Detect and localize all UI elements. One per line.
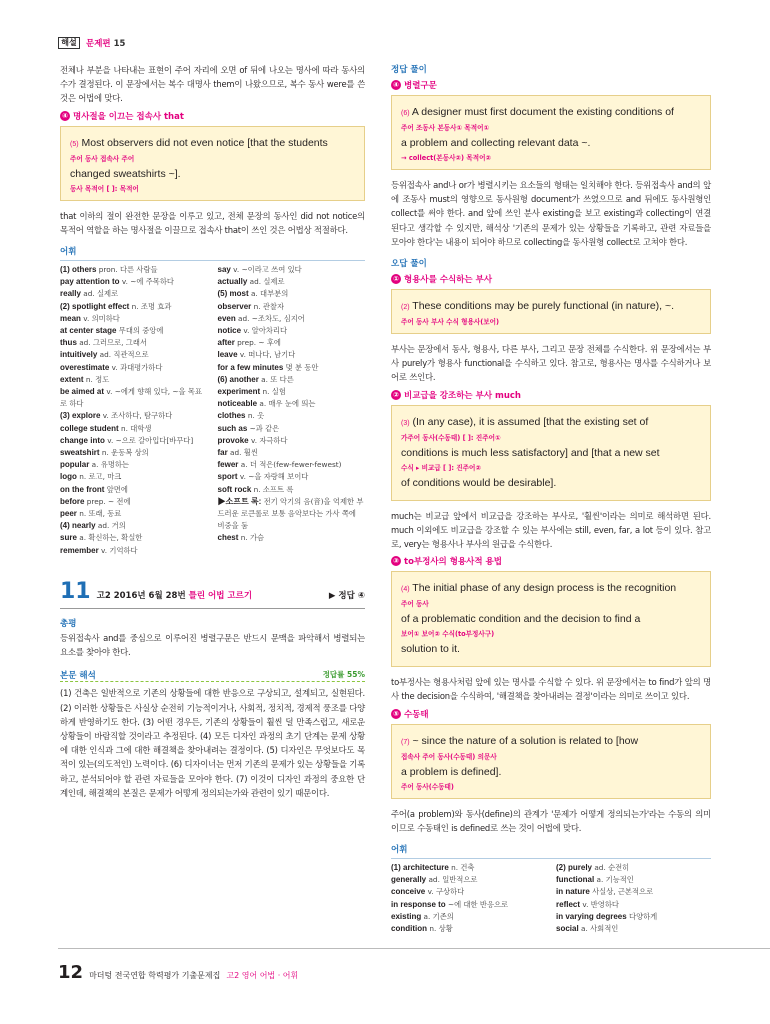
- example-box-6: [391, 95, 711, 170]
- vocab-word: sweatshirt: [60, 448, 100, 458]
- example-box-7: [391, 724, 711, 799]
- vocab-item: [218, 349, 366, 361]
- vocab-word: ▶소프트 록:: [217, 496, 262, 506]
- wrong-5: [391, 708, 711, 720]
- vocab-meaning: ad. 순전히: [592, 863, 630, 873]
- vocab-item: [218, 276, 366, 288]
- vocab-item: [218, 337, 366, 349]
- vocab-item: [218, 410, 366, 422]
- vocab-word: (2) spotlight effect: [60, 301, 130, 311]
- vocab-meaning: n. 대학생: [118, 423, 152, 433]
- example-sentence-line-2: of a problematic condition and the decision to find a: [401, 613, 641, 626]
- vocab-item: [60, 471, 208, 483]
- answer-section: [391, 79, 711, 91]
- vocab-meaning: v. ~을 자랑해 보이다: [237, 472, 309, 482]
- vocab-item: [218, 423, 366, 435]
- vocab-meaning: a. 사회적인: [578, 924, 619, 934]
- vocab-meaning: a. 기존의: [421, 911, 454, 921]
- vocab-item: [218, 496, 366, 533]
- vocab-word: college student: [60, 423, 119, 433]
- vocab-meaning: n. 조명 효과: [129, 301, 172, 311]
- vocab-word: (4) nearly: [60, 521, 96, 531]
- vocab-item: [391, 862, 546, 874]
- vocab-meaning: a. 대부분의: [248, 289, 289, 299]
- sentence-number: (6): [401, 110, 410, 117]
- vocab-meaning: ad. 실제로: [80, 289, 119, 299]
- vocab-item: [218, 484, 366, 496]
- vocab-word: condition: [391, 924, 427, 934]
- wrong-3: [391, 555, 711, 567]
- vocab-meaning: v. ~으로 갈아입다[바꾸다]: [104, 435, 194, 445]
- vocab-word: (6) another: [217, 374, 259, 384]
- vocab-word: extent: [60, 374, 84, 384]
- footer: [58, 962, 298, 983]
- vocab-item: [218, 313, 366, 325]
- vocab-word: notice: [217, 326, 242, 336]
- vocab-column-2: [218, 264, 366, 557]
- header-badge: 해설: [58, 37, 80, 49]
- vocab-divider: [60, 260, 365, 261]
- vocab-meaning: n. 옷: [245, 411, 265, 421]
- vocab-word: say: [217, 265, 231, 275]
- vocab-word: (1) architecture: [391, 863, 449, 873]
- wrong-5-paragraph: 주어(a problem)와 동사(define)의 관계가 '문제가 어떻게 정의되는가'라는 수동의 의미이므로 수동태인 is defined로 쓰는 것이 어법에 맞다.: [391, 808, 711, 833]
- vocab-list: [391, 862, 711, 935]
- vocab-item: [60, 435, 208, 447]
- vocab-meaning: 전기 악기의 음(音)을 억제한 부드러운 로큰롤로 보통 음악보다는 가사 쪽에 비중을 둠: [217, 496, 364, 531]
- vocab-word: after: [217, 338, 235, 348]
- vocab-word: really: [60, 289, 81, 299]
- vocab-meaning: ad. 거의: [95, 521, 126, 531]
- vocab-item: [60, 508, 208, 520]
- vocab-item: [218, 374, 366, 386]
- example-sentence-line-1: [401, 731, 701, 753]
- sentence-text: These conditions may be purely functional (in nature), ~.: [412, 300, 675, 313]
- vocab-word: (3) explore: [60, 411, 101, 421]
- vocab-word: in nature: [556, 887, 590, 897]
- wrong-3-paragraph: to부정사는 형용사처럼 앞에 있는 명사를 수식할 수 있다. 위 문장에서는 to find가 앞의 명사 the decision을 수식하여, '해결책을 찾아내려는 결정'이라는 의미로 쓰이고 있다.: [391, 677, 711, 702]
- vocab-item: [60, 349, 208, 361]
- vocab-word: change into: [60, 435, 105, 445]
- vocab-item: [60, 362, 208, 374]
- vocab-meaning: n. 운동복 상의: [99, 448, 149, 458]
- sentence-text: ~ since the nature of a solution is related to [how: [412, 734, 639, 747]
- vocab-item: [218, 362, 366, 374]
- vocab-list: [60, 264, 365, 557]
- section-title: to부정사의 형용사적 용법: [404, 557, 502, 568]
- review-text: 등위접속사 and를 중심으로 이루어진 병렬구문은 반드시 문맥을 파악해서 병렬되는 요소를 찾아야 한다.: [60, 632, 365, 658]
- example-sentence-line-1: [401, 412, 701, 434]
- page-number: 12: [58, 962, 84, 983]
- example-sentence-line-2: conditions is much less satisfactory] and [that a new set: [401, 446, 660, 459]
- grammar-labels-1: 가주어 동사(수동태) [ ]: 진주어①: [401, 433, 501, 442]
- vocab-item: [60, 496, 208, 508]
- vocab-meaning: n. 실험: [260, 387, 286, 397]
- vocab-meaning: 무대의 중앙에: [116, 326, 164, 336]
- wrong-2: [391, 389, 711, 401]
- section-title: 명사절을 이끄는 접속사 that: [73, 111, 184, 122]
- vocab-column-1: [60, 264, 208, 557]
- correct-rate: 정답률 55%: [322, 670, 365, 680]
- vocab-meaning: n. 관찰자: [251, 301, 285, 311]
- vocab-meaning: v. ~에 주목하다: [119, 277, 174, 287]
- header-section-label: 문제편: [86, 39, 111, 49]
- section-title: 병렬구문: [404, 81, 437, 91]
- vocab-item: [556, 862, 711, 874]
- vocab-item: [60, 313, 208, 325]
- example-sentence-line-3: solution to it.: [401, 643, 460, 656]
- vocab-meaning: n. 로고, 마크: [76, 472, 122, 482]
- vocab-item: [218, 532, 366, 544]
- vocab-word: sport: [217, 472, 238, 482]
- vocab-item: [218, 459, 366, 471]
- footer-text: 마더텅 전국연합 학력평가 기출문제집: [89, 971, 221, 980]
- example-sentence: [401, 296, 701, 318]
- vocab-word: in response to: [391, 899, 446, 909]
- vocab-word: popular: [60, 460, 90, 470]
- sentence-number: (2): [401, 304, 410, 312]
- vocab-item: [218, 471, 366, 483]
- vocab-meaning: ad. 실제로: [247, 277, 285, 287]
- grammar-labels-2: 보어① 보어② 수식(to부정사구): [401, 630, 495, 639]
- section-number: ②: [391, 390, 401, 400]
- vocab-meaning: a. 매우 눈에 띄는: [257, 399, 316, 409]
- section-number: ③: [391, 556, 401, 566]
- vocab-meaning: v. 과대평가하다: [109, 362, 163, 372]
- wrong-2-paragraph: much는 비교급 앞에서 비교급을 강조하는 부사로, '훨씬'이라는 의미로 해석하면 된다. much 이외에도 비교급을 강조할 수 있는 부사에는 still, even, far, a lot 등이 있다. 참고로, very는 형용사나 부사의 원급을 수식한다.: [391, 510, 711, 550]
- vocab-word: logo: [60, 472, 77, 482]
- example-sentence-line-1: [401, 102, 701, 124]
- vocab-meaning: ~과 같은: [247, 423, 280, 433]
- vocab-word: (5) most: [217, 289, 249, 299]
- vocab-word: functional: [556, 875, 595, 885]
- vocab-word: remember: [60, 545, 99, 555]
- vocab-meaning: a. 기능적인: [594, 875, 634, 885]
- vocab-word: fewer: [217, 460, 239, 470]
- vocab-item: [60, 532, 208, 544]
- vocab-item: [218, 288, 366, 300]
- vocab-word: pay attention to: [60, 277, 120, 287]
- vocab-item: [218, 301, 366, 313]
- analysis-header: [60, 669, 365, 682]
- footer-accent: 고2 영어 어법 · 어휘: [226, 971, 299, 980]
- vocab-item: [60, 264, 208, 276]
- question-meta: [97, 589, 252, 601]
- vocab-word: be aimed at: [60, 387, 105, 397]
- vocab-meaning: ad. 직관적으로: [97, 350, 149, 360]
- vocab-item: [60, 301, 208, 313]
- vocab-item: [60, 410, 208, 422]
- example-box-2: [391, 289, 711, 334]
- vocab-item: [556, 899, 711, 911]
- vocab-item: [60, 386, 208, 410]
- wrong-1-paragraph: 부사는 문장에서 동사, 형용사, 다른 부사, 그리고 문장 전체를 수식한다. 위 문장에서는 부사 purely가 형용사 functional을 수식하고 있다. 참고로, 형용사는 명사를 수식하거나 보어로 쓰인다.: [391, 344, 711, 383]
- sentence-number: (7): [401, 738, 410, 746]
- vocab-word: even: [217, 313, 236, 323]
- vocab-item: [391, 899, 546, 911]
- vocab-word: overestimate: [60, 362, 110, 372]
- vocab-meaning: a. 확신하는, 확실한: [76, 533, 143, 543]
- vocab-word: soft rock: [217, 484, 252, 494]
- question-number: 11: [60, 578, 91, 604]
- vocab-meaning: v. 반영하다: [580, 899, 619, 909]
- vocab-item: [391, 923, 546, 935]
- vocab-word: peer: [60, 509, 77, 519]
- vocab-item: [218, 435, 366, 447]
- grammar-labels-2: → collect(본동사②) 목적어②: [401, 154, 492, 162]
- vocab-item: [391, 874, 546, 886]
- vocab-word: generally: [391, 875, 427, 885]
- vocab-meaning: ad. ~조차도, 심지어: [235, 313, 305, 323]
- answer-explanation-title: 정답 풀이: [391, 65, 427, 75]
- vocab-word: mean: [60, 313, 81, 323]
- question-11-header: [60, 579, 365, 609]
- vocab-word: actually: [217, 277, 248, 287]
- vocab-item: [556, 911, 711, 923]
- example-sentence-line-1: [70, 133, 355, 155]
- vocab-divider: [391, 858, 711, 859]
- example-sentence-line-3: of conditions would be desirable].: [401, 476, 557, 489]
- grammar-labels-1: 주어 조동사 본동사① 목적어①: [401, 124, 490, 132]
- vocab-item: [60, 337, 208, 349]
- vocab-word: reflect: [556, 899, 581, 909]
- vocab-meaning: n. 가슴: [238, 533, 265, 543]
- vocab-item: [60, 459, 208, 471]
- section-number: ①: [391, 274, 401, 284]
- section-number: ⑤: [391, 709, 401, 719]
- vocab-word: sure: [60, 533, 77, 543]
- vocab-item: [60, 325, 208, 337]
- vocab-word: existing: [391, 911, 422, 921]
- vocab-meaning: v. 조사하다, 탐구하다: [100, 411, 173, 421]
- vocab-meaning: prep. ~ 전에: [84, 496, 131, 506]
- sentence-text: Most observers did not even notice [that the students: [81, 136, 328, 149]
- wrong-1: [391, 273, 711, 285]
- vocab-meaning: v. 알아차리다: [241, 326, 288, 336]
- vocab-meaning: a. 유명하는: [89, 460, 129, 470]
- vocab-word: on the front: [60, 484, 105, 494]
- vocab-meaning: v. 기억하다: [98, 545, 138, 555]
- vocab-item: [218, 447, 366, 459]
- example-sentence-line-1: [401, 578, 701, 600]
- vocab-word: far: [217, 448, 228, 458]
- grammar-labels-2: 수식 ▸ 비교급 [ ]: 진주어②: [401, 463, 481, 472]
- vocab-meaning: n. 건축: [448, 863, 475, 873]
- sentence-text: A designer must first document the existing conditions of: [411, 106, 674, 118]
- vocab-word: for a few minutes: [217, 362, 284, 372]
- example-box-4: [60, 126, 365, 201]
- vocab-meaning: prep. ~ 후에: [234, 338, 281, 348]
- vocab-meaning: 몇 분 동안: [283, 362, 319, 372]
- vocab-meaning: 다양하게: [626, 911, 658, 921]
- vocab-item: [391, 911, 546, 923]
- review-title: 총평: [60, 618, 77, 629]
- question-source: 고2 2016년 6월 28번: [96, 590, 186, 601]
- vocab-title: 어휘: [60, 247, 77, 258]
- left-section-4: [60, 110, 365, 122]
- vocab-item: [218, 398, 366, 410]
- footer-divider: [58, 948, 770, 949]
- vocab-word: noticeable: [217, 399, 258, 409]
- vocab-item: [556, 886, 711, 898]
- vocab-meaning: pron. 다른 사람들: [96, 265, 158, 275]
- header-page-ref: 15: [113, 39, 126, 49]
- header-section: [86, 37, 125, 49]
- vocab-word: (1) others: [60, 265, 97, 275]
- vocab-column-2: [556, 862, 711, 935]
- answer-label: ▶ 정답 ④: [328, 590, 365, 601]
- grammar-labels-1: 접속사 주어 동사(수동태) 의문사: [401, 752, 497, 761]
- vocab-column-1: [391, 862, 546, 935]
- sentence-text: The initial phase of any design process is the recognition: [412, 582, 677, 595]
- vocab-meaning: ad. 일반적으로: [426, 875, 478, 885]
- vocab-item: [60, 447, 208, 459]
- vocab-item: [60, 484, 208, 496]
- vocab-item: [218, 386, 366, 398]
- vocab-word: provoke: [217, 435, 249, 445]
- vocab-word: clothes: [217, 411, 246, 421]
- section-title: 형용사를 수식하는 부사: [404, 275, 493, 286]
- vocab-word: intuitively: [60, 350, 98, 360]
- left-column: [60, 63, 365, 800]
- vocab-meaning: ~에 대한 반응으로: [445, 899, 509, 909]
- vocab-meaning: a. 더 적은(few-fewer-fewest): [238, 460, 342, 470]
- vocab-meaning: 사실상, 근본적으로: [589, 887, 654, 897]
- vocab-word: conceive: [391, 887, 426, 897]
- vocab-word: such as: [217, 423, 248, 433]
- vocab-meaning: n. 소프트 록: [251, 484, 294, 494]
- vocab-item: [60, 288, 208, 300]
- vocab-item: [60, 374, 208, 386]
- example-box-3: [391, 405, 711, 501]
- vocab-word: thus: [60, 338, 77, 348]
- vocab-item: [60, 423, 208, 435]
- answer-paragraph: 등위접속사 and나 or가 병렬시키는 요소들의 형태는 일치해야 한다. 등위접속사 and의 앞에 조동사 must의 영향으로 동사원형 document가 쓰였으므로 and 뒤에도 동사원형인 collect를 써야 한다. and 앞에 쓰인 분사 existing을 보고 existing과 collecting이 연결된다고 생각할 수 있지만, 해석상 '기존의 문제가 있는 상황들을 기록하고, 관련 자료들을 모아야 한다'는 내용이 되어야 하므로 collecting을 동사원형 collect로 고쳐야 한다.: [391, 180, 711, 247]
- vocab-meaning: v. ~에게 향해 있다, ~을 목표로 하다: [60, 387, 202, 409]
- vocab-title: 어휘: [391, 845, 408, 856]
- vocab-meaning: a. 또 다른: [258, 374, 294, 384]
- vocab-word: chest: [217, 533, 239, 543]
- vocab-item: [218, 325, 366, 337]
- vocab-word: before: [60, 496, 85, 506]
- vocab-item: [60, 520, 208, 532]
- wrong-answer-title: 오답 풀이: [391, 259, 427, 270]
- vocab-item: [556, 874, 711, 886]
- vocab-word: (2) purely: [556, 863, 593, 873]
- example-box-4-right: [391, 571, 711, 667]
- sentence-number: (4): [401, 586, 410, 594]
- grammar-labels-1: 주어 동사: [401, 600, 429, 609]
- vocab-meaning: n. 상황: [427, 924, 453, 934]
- vocab-word: social: [556, 924, 579, 934]
- right-column: [391, 63, 711, 935]
- vocab-item: [218, 264, 366, 276]
- vocab-item: [60, 276, 208, 288]
- vocab-meaning: v. 의미하다: [80, 313, 120, 323]
- vocab-meaning: n. 정도: [83, 374, 110, 384]
- analysis-title: 본문 해석: [60, 671, 96, 682]
- vocab-meaning: 앞면에: [104, 484, 128, 494]
- vocab-word: experiment: [217, 387, 261, 397]
- vocab-word: observer: [217, 301, 252, 311]
- vocab-meaning: n. 또래, 동료: [76, 509, 122, 519]
- section-title: 비교급을 강조하는 부사 much: [404, 390, 521, 401]
- vocab-meaning: ad. 훨씬: [227, 448, 258, 458]
- analysis-text: (1) 건축은 일반적으로 기존의 상황들에 대한 반응으로 구상되고, 설계되고, 실현된다. (2) 이러한 상황들은 사실상 순전히 기능적이거나, 사회적, 정치적, 경제적 풍조를 다양하게 반영하기도 한다. (3) 어떤 경우든, 기존의 상황들이 훨씬 덜 만족스럽고, 새로운 상황들이 바람직할 것이라고 추정된다. (4) 모든 디자인 과정의 초기 단계는 문제 상황에 대한 인식과 그에 대한 해결책을 찾아내려는 결정이다. (5) 디자인은 무엇보다도 목적이 있는(의도적인) 노력이다. (6) 디자이너는 먼저 기존의 문제가 있는 상황들을 기록하고, 분석되어야 할 관련 자료들을 모아야 한다. (7) 이것이 디자인 과정의 중요한 단계인데, 해결책의 본질은 문제가 어떻게 정의되는가와 관련이 있기 때문이다.: [60, 688, 365, 798]
- sentence-text: (In any case), it is assumed [that the existing set of: [412, 415, 649, 428]
- vocab-meaning: v. ~이라고 쓰여 있다: [230, 265, 302, 275]
- section-number: ④: [60, 111, 70, 121]
- left-paragraph-1: 전체나 부분을 나타내는 표현이 주어 자리에 오면 of 뒤에 나오는 명사에 따라 동사의 수가 결정된다. 이 문장에서는 복수 대명사 them이 나왔으므로, 복수 동사 were를 쓴 것은 어법에 맞다.: [60, 65, 365, 104]
- left-paragraph-2: that 이하의 절이 완전한 문장을 이루고 있고, 전체 문장의 동사인 did not notice의 목적어 역할을 하는 명사절을 이끌므로 접속사 that이 쓰인 것은 어법상 적절하다.: [60, 210, 365, 235]
- vocab-meaning: v. 떠나다, 남기다: [237, 350, 296, 360]
- example-sentence-line-2: a problem and collecting relevant data ~.: [401, 137, 591, 149]
- sentence-number: (3): [401, 419, 410, 427]
- vocab-word: at center stage: [60, 326, 117, 336]
- question-type: 틀린 어법 고르기: [188, 590, 253, 601]
- vocab-meaning: v. 구상하다: [425, 887, 465, 897]
- vocab-word: in varying degrees: [556, 911, 627, 921]
- sentence-number: (5): [70, 140, 79, 148]
- vocab-word: leave: [217, 350, 238, 360]
- grammar-labels-2: 동사 목적어 [ ]: 목적어: [70, 184, 139, 193]
- vocab-item: [60, 545, 208, 557]
- vocab-item: [391, 886, 546, 898]
- section-number: ④: [391, 80, 401, 90]
- section-title: 수동태: [404, 709, 429, 720]
- vocab-meaning: ad. 그러므로, 그래서: [76, 338, 147, 348]
- grammar-labels: 주어 동사 부사 수식 형용사(보어): [401, 318, 500, 327]
- example-sentence-line-2: changed sweatshirts ~].: [70, 167, 181, 180]
- vocab-item: [556, 923, 711, 935]
- grammar-labels-1: 주어 동사 접속사 주어: [70, 154, 135, 163]
- grammar-labels-2: 주어 동사(수동태): [401, 782, 454, 791]
- example-sentence-line-2: a problem is defined].: [401, 765, 502, 778]
- vocab-meaning: v. 자극하다: [248, 435, 288, 445]
